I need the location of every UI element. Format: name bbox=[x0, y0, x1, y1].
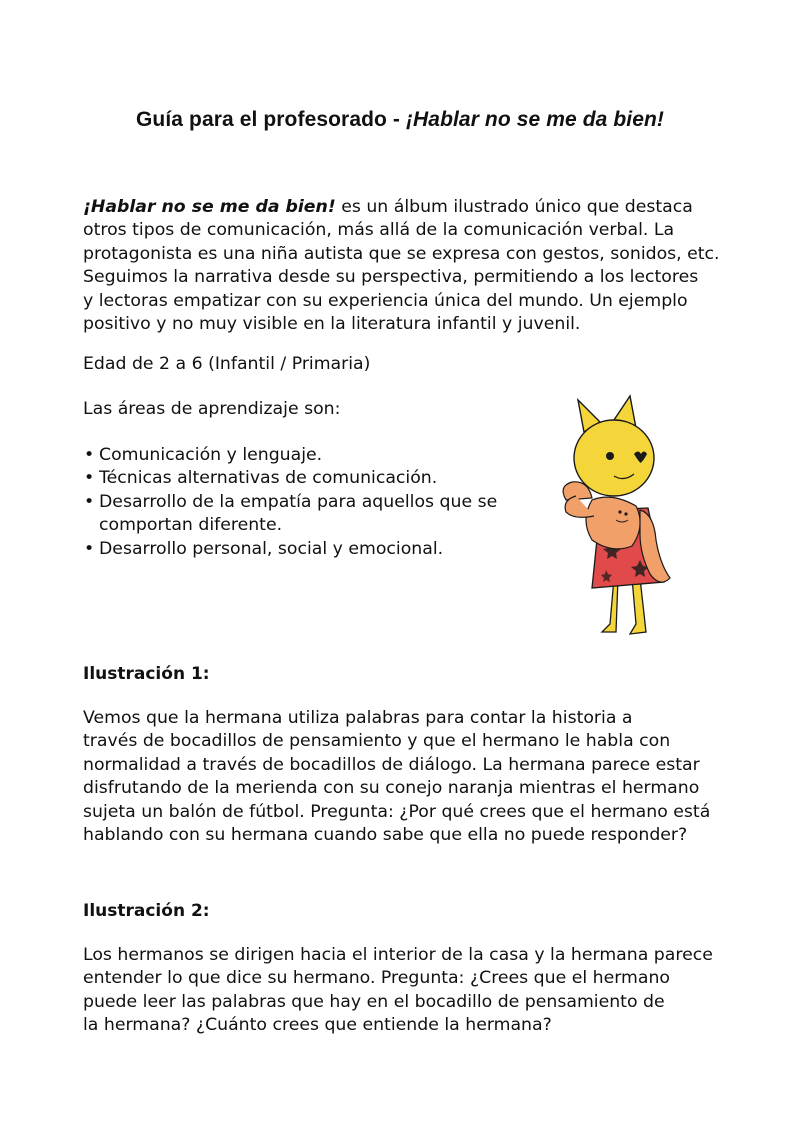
age-range: Edad de 2 a 6 (Infantil / Primaria) bbox=[83, 354, 371, 374]
page-title bbox=[0, 108, 800, 132]
intro-line-1: es un álbum ilustrado único que destaca bbox=[335, 197, 693, 217]
intro-line-2: otros tipos de comunicación, más allá de la comunicación verbal. La bbox=[83, 220, 675, 241]
learning-area-item: • Comunicación y lenguaje. bbox=[83, 444, 523, 467]
illustration-1-line: través de bocadillos de pensamiento y que el hermano le habla con bbox=[83, 731, 671, 752]
title-book-name: ¡Hablar no se me da bien! bbox=[405, 108, 664, 131]
illustration-2-line: entender lo que dice su hermano. Pregunta: ¿Crees que el hermano bbox=[83, 968, 670, 989]
intro-line-5: y lectoras empatizar con su experiencia única del mundo. Un ejemplo bbox=[83, 290, 688, 311]
illustration-2-line: puede leer las palabras que hay en el bocadillo de pensamiento de bbox=[83, 991, 665, 1012]
illustration-1-line: Vemos que la hermana utiliza palabras para contar la historia a bbox=[83, 708, 633, 728]
learning-areas-intro: Las áreas de aprendizaje son: bbox=[83, 399, 341, 419]
illustration-1-line: disfrutando de la merienda con su conejo naranja mientras el hermano bbox=[83, 778, 700, 799]
illustration-2-line: la hermana? ¿Cuánto crees que entiende la hermana? bbox=[83, 1015, 552, 1036]
illustration-2-line: Los hermanos se dirigen hacia el interior de la casa y la hermana parece bbox=[83, 945, 713, 965]
illustration-1-line: normalidad a través de bocadillos de diálogo. La hermana parece estar bbox=[83, 754, 700, 775]
illustration-1-paragraph bbox=[83, 707, 763, 847]
learning-area-item: • Técnicas alternativas de comunicación. bbox=[83, 467, 523, 490]
learning-area-item: • Desarrollo personal, social y emocional. bbox=[83, 538, 523, 561]
illustration-1-line: hablando con su hermana cuando sabe que ella no puede responder? bbox=[83, 825, 688, 846]
girl-with-bunny-illustration bbox=[556, 392, 682, 642]
learning-areas-list bbox=[83, 444, 523, 561]
intro-book-name: ¡Hablar no se me da bien! bbox=[83, 197, 336, 217]
illustration-1-line: sujeta un balón de fútbol. Pregunta: ¿Por qué crees que el hermano está bbox=[83, 801, 711, 822]
learning-area-item: • Desarrollo de la empatía para aquellos que se comportan diferente. bbox=[83, 491, 523, 538]
illustration-1-heading: Ilustración 1: bbox=[83, 664, 210, 684]
intro-paragraph bbox=[83, 196, 763, 336]
intro-line-6: positivo y no muy visible en la literatura infantil y juvenil. bbox=[83, 314, 581, 335]
illustration-2-paragraph bbox=[83, 944, 763, 1038]
title-prefix: Guía para el profesorado - bbox=[136, 108, 406, 131]
illustration-2-heading: Ilustración 2: bbox=[83, 901, 210, 921]
intro-line-3: protagonista es una niña autista que se expresa con gestos, sonidos, etc. bbox=[83, 243, 720, 264]
intro-line-4: Seguimos la narrativa desde su perspectiva, permitiendo a los lectores bbox=[83, 267, 699, 288]
